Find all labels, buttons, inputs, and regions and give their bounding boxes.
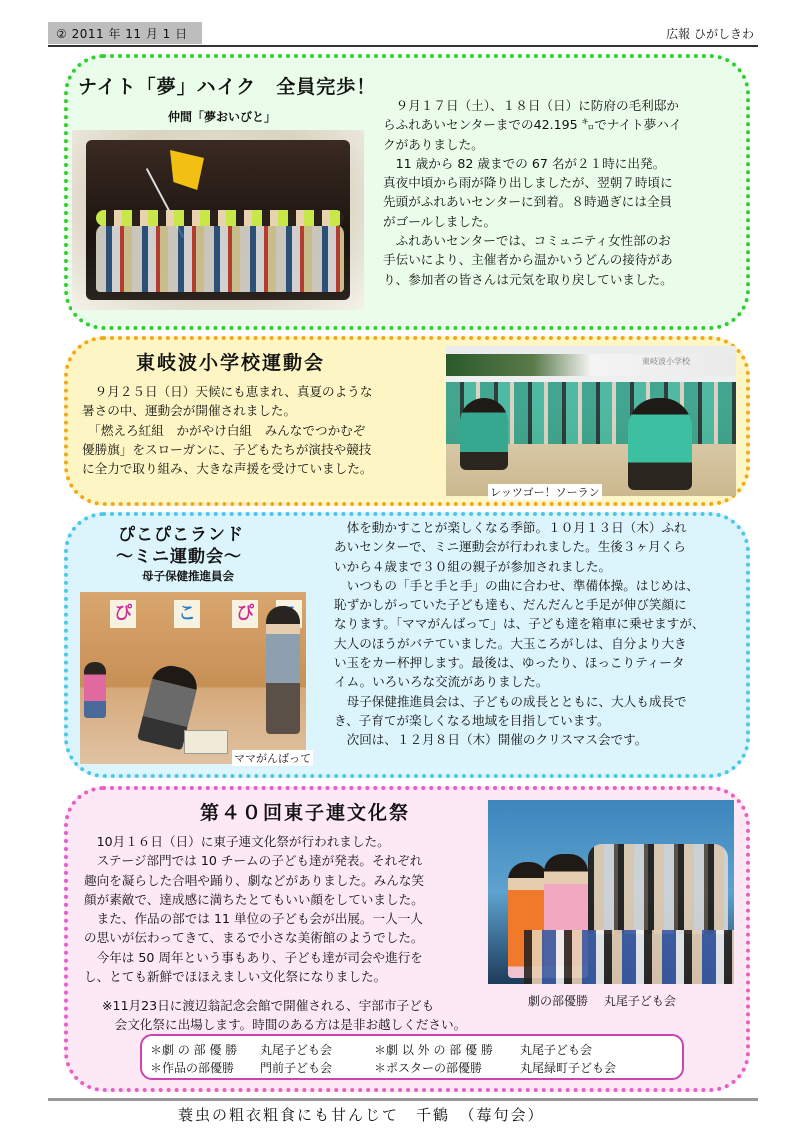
footer-haiku: 蓑虫の粗衣粗食にも甘んじて 千鶴 （莓句会） <box>178 1106 545 1124</box>
child-left <box>84 662 106 718</box>
award-works-value: 門前子ども会 <box>260 1061 333 1075</box>
award-non-drama-value: 丸尾子ども会 <box>520 1043 593 1057</box>
dancer-left <box>460 398 508 470</box>
banner-letter: こ <box>174 600 200 628</box>
award-poster-label: ＊ポスターの部優勝 <box>374 1061 483 1075</box>
box-cart <box>184 730 228 754</box>
mini-sports-day-article: 体を動かすことが楽しくなる季節。１０月１３日（木）ふれ あいセンターで、ミニ運動会が行われました。生後３ヶ月くら いから４歳まで３０組の親子が参加されました。 いつもの「手と手と手」の曲に合わせ、準備体操。はじめは、 恥ずかしがっていた子ども達も、だんだんと手足が伸び笑顔に なります。「ママがんばって」は、子ども達を箱車に乗せますが、 大人のほうがバテていました。大玉ころがしは、自分より大き い玉をカー杯押します。最後は、ゆったり、ほっこりティータ イム。いろいろな交流がありました。 母子保健推進員会は、子どもの成長とともに、大人も成長で き、子育てが楽しくなる地域を目指しています。 次回は、１２月８日（木）開催のクリスマス会です。 <box>334 520 705 748</box>
culture-festival-title: 第４０回東子連文化祭 <box>200 802 411 824</box>
night-hike-photo-subhead: 仲間「夢おいびと」 <box>168 110 277 124</box>
mini-sports-photo-caption: ママがんばって <box>234 752 311 765</box>
mothers-health-committee-subhead: 母子保健推進員会 <box>142 569 234 583</box>
night-hike-article: ９月１７日（土）、１８日（日）に防府の毛利邸か らふれあいセンターまでの42.195 ㌔でナイト夢ハイ クがありました。 11 歳から 82 歳までの 67 名が２１時に出発。 真夜中頃から雨が降り出しましたが、翌朝７時頃に 先頭がふれあいセンターに到着。８時過ぎには全員 がゴールしました。 ふれあいセンターでは、コミュニティ女性部のお 手伝いにより、主催者から温かいうどんの接待があ り、参加者の皆さんは元気を取り戻していました。 <box>383 98 682 287</box>
photo-trees-tent <box>446 354 736 376</box>
culture-festival-article: 10月１６日（日）に東子連文化祭が行われました。 ステージ部門では 10 チームの子ども達が発表。それぞれ 趣向を凝らした合唱や踊り、劇などがありました。みんな笑 顔が素敵で、達成感に満ちたとてもいい顔をしていました。 また、作品の部では 11 単位の子ども会が出展。一人一人 の思いが伝わってきて、まるで小さな美術館のようでした。 今年は 50 周年という事もあり、子ども達が司会や進行を し、とても新鮮でほほえましい文化祭になりました。 <box>84 834 425 985</box>
hikers-crowd <box>96 224 344 292</box>
banner-letter: ぴ <box>110 600 136 628</box>
soran-dance-photo <box>446 346 736 496</box>
award-non-drama-label: ＊劇 以 外 の 部 優 勝 <box>374 1043 493 1057</box>
night-hike-group-photo <box>72 130 364 310</box>
issue-date: ② 2011 年 11 月 1 日 <box>56 27 188 41</box>
mini-sports-day-title: ～ミニ運動会～ <box>116 547 242 567</box>
footer-rule <box>48 1098 758 1101</box>
award-poster-value: 丸尾緑町子ども会 <box>520 1061 617 1075</box>
dancer-foreground <box>628 398 692 490</box>
school-sign-text: 東岐波小学校 <box>642 357 690 366</box>
drama-photo-caption: 劇の部優勝 丸尾子ども会 <box>528 994 676 1008</box>
header-rule <box>48 45 758 47</box>
drama-winners-photo <box>488 800 734 984</box>
children-culture-festival-note: ※11月23日に渡辺翁記念会館で開催される、宇部市子ども 会文化祭に出場します。時間のある方は是非お越しください。 <box>102 998 467 1032</box>
children-front-row <box>524 930 734 984</box>
awards-box <box>140 1034 684 1080</box>
soran-photo-caption: レッツゴー！ソーラン <box>490 486 600 499</box>
night-hike-title: ナイト「夢」ハイク 全員完歩！ <box>78 76 377 98</box>
sports-day-title: 東岐波小学校運動会 <box>136 352 326 374</box>
mini-sports-day-photo <box>80 592 306 764</box>
piko-land-title: ぴこぴこランド <box>118 525 244 545</box>
mother-standing <box>266 606 300 734</box>
award-works-label: ＊作品の部優勝 <box>150 1061 235 1075</box>
award-drama-value: 丸尾子ども会 <box>260 1043 333 1057</box>
children-back-row <box>588 844 728 934</box>
award-drama-label: ＊劇 の 部 優 勝 <box>150 1043 238 1057</box>
banner-letter: ぴ <box>232 600 258 628</box>
hikers-heads <box>96 210 344 226</box>
sports-day-article: ９月２５日（日）天候にも恵まれ、真夏のような 暑さの中、運動会が開催されました。 「燃えろ紅組 かがやけ白組 みんなでつかむぞ 優勝旗」をスローガンに、子どもたちが演技や競技 に全力で取り組み、大きな声援を受けていました。 <box>82 384 373 477</box>
publication-name: 広報 ひがしきわ <box>666 27 754 41</box>
